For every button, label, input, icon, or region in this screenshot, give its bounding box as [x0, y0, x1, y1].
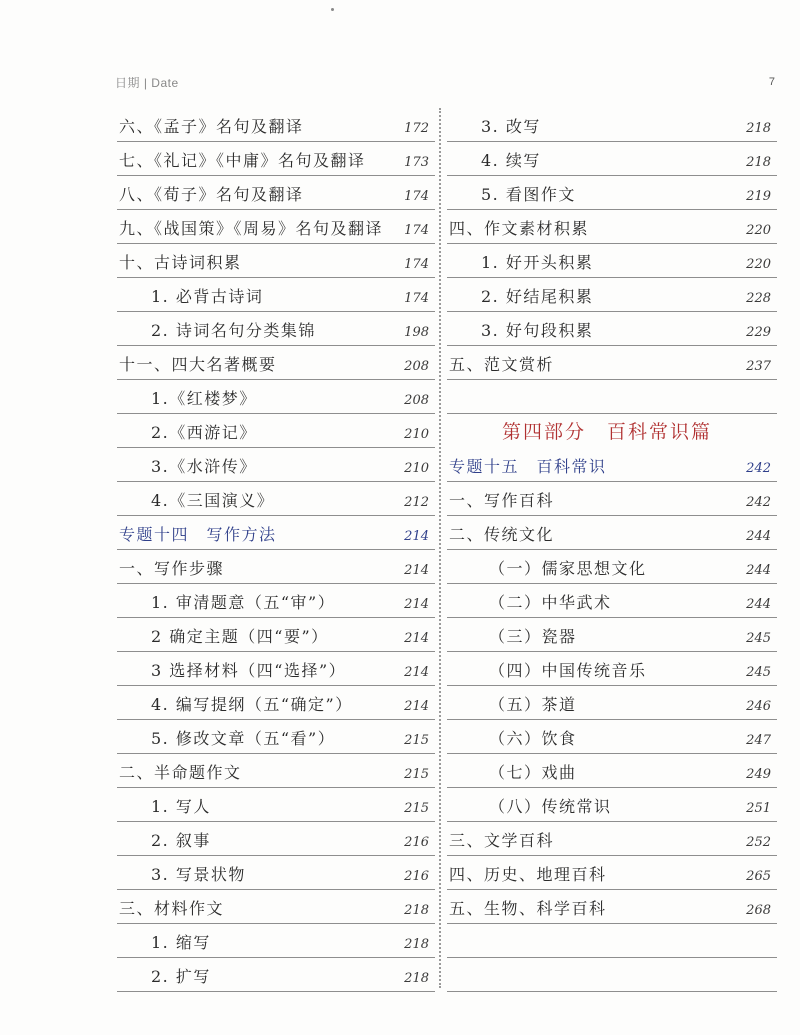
toc-entry-title: （四）中国传统音乐 [489, 661, 647, 680]
toc-entry [447, 244, 777, 278]
section-heading [447, 414, 777, 448]
toc-entry [447, 584, 777, 618]
column-divider [439, 108, 441, 988]
toc-entry [117, 720, 435, 754]
toc-entry-title: 3. 写景状物 [151, 865, 246, 884]
toc-entry-page: 198 [404, 325, 429, 340]
toc-entry-title: 5. 修改文章（五“看”） [151, 729, 336, 748]
toc-entry-page: 174 [404, 257, 429, 272]
toc-entry-page: 214 [404, 563, 429, 578]
toc-entry-title: 九、《战国策》《周易》名句及翻译 [119, 219, 384, 238]
page-header [115, 74, 775, 92]
toc-entry-page: 245 [746, 665, 771, 680]
toc-entry [117, 278, 435, 312]
toc-entry-page: 210 [404, 427, 429, 442]
toc-entry [447, 346, 777, 380]
toc-entry-page: 247 [746, 733, 771, 748]
toc-entry-page: 212 [404, 495, 429, 510]
toc-entry [117, 312, 435, 346]
toc-entry-page: 237 [746, 359, 771, 374]
toc-right-column [447, 108, 777, 992]
toc-entry-title: 一、写作百科 [449, 491, 555, 510]
toc-entry [447, 788, 777, 822]
toc-entry [447, 482, 777, 516]
toc-entry [447, 516, 777, 550]
toc-entry [117, 890, 435, 924]
toc-entry-title: 二、半命题作文 [119, 763, 242, 782]
toc-entry-title: 3.《水浒传》 [151, 457, 257, 476]
toc-entry-page: 214 [404, 665, 429, 680]
toc-entry-page: 216 [404, 869, 429, 884]
toc-entry-title: 六、《孟子》名句及翻译 [119, 117, 304, 136]
toc-entry-title: （六）饮食 [489, 729, 577, 748]
date-label: 日期 | Date [115, 76, 179, 90]
toc-entry-page: 219 [746, 189, 771, 204]
toc-entry-title: 2 确定主题（四“要”） [151, 627, 329, 646]
toc-entry-title: （三）瓷器 [489, 627, 577, 646]
toc-entry-title: 5. 看图作文 [481, 185, 576, 204]
toc-entry-title: （八）传统常识 [489, 797, 612, 816]
toc-entry-page: 174 [404, 291, 429, 306]
toc-entry [117, 652, 435, 686]
toc-entry-title: 2. 叙事 [151, 831, 211, 850]
toc-entry-page: 214 [404, 699, 429, 714]
toc-entry [117, 924, 435, 958]
toc-entry-title: 专题十四 写作方法 [119, 525, 277, 544]
toc-entry-page: 218 [404, 937, 429, 952]
toc-entry [117, 516, 435, 550]
toc-entry [447, 856, 777, 890]
toc-entry [117, 176, 435, 210]
toc-entry [117, 346, 435, 380]
toc-entry-page: 208 [404, 359, 429, 374]
toc-entry-title: 1. 好开头积累 [481, 253, 594, 272]
toc-entry [447, 448, 777, 482]
toc-entry-title: 2. 好结尾积累 [481, 287, 594, 306]
toc-entry-title: 专题十五 百科常识 [449, 457, 607, 476]
toc-entry-title: 一、写作步骤 [119, 559, 225, 578]
toc-entry-title: 3 选择材料（四“选择”） [151, 661, 347, 680]
toc-entry [117, 856, 435, 890]
toc-entry [117, 584, 435, 618]
toc-entry-page: 218 [746, 121, 771, 136]
toc-entry-page: 215 [404, 801, 429, 816]
toc-entry [447, 142, 777, 176]
toc-entry [117, 380, 435, 414]
toc-entry-page: 215 [404, 767, 429, 782]
toc-entry-page: 220 [746, 223, 771, 238]
toc-entry-page: 174 [404, 189, 429, 204]
toc-entry-page: 249 [746, 767, 771, 782]
toc-entry-title: 七、《礼记》《中庸》名句及翻译 [119, 151, 366, 170]
toc-entry [117, 550, 435, 584]
toc-entry [447, 754, 777, 788]
toc-entry [117, 754, 435, 788]
toc-entry-page: 173 [404, 155, 429, 170]
toc-entry-page: 245 [746, 631, 771, 646]
blank-line [447, 380, 777, 414]
toc-entry-title: 1. 缩写 [151, 933, 211, 952]
toc-entry [447, 822, 777, 856]
toc-entry-title: （二）中华武术 [489, 593, 612, 612]
toc-entry-title: （七）戏曲 [489, 763, 577, 782]
toc-entry-page: 252 [746, 835, 771, 850]
toc-entry-title: 二、传统文化 [449, 525, 555, 544]
toc-entry [117, 108, 435, 142]
toc-entry-page: 210 [404, 461, 429, 476]
toc-entry-page: 251 [746, 801, 771, 816]
toc-entry-page: 214 [404, 631, 429, 646]
toc-entry-page: 218 [746, 155, 771, 170]
toc-entry-title: 五、范文赏析 [449, 355, 555, 374]
toc-entry-title: 4. 续写 [481, 151, 541, 170]
toc-entry-page: 246 [746, 699, 771, 714]
toc-entry-page: 244 [746, 563, 771, 578]
toc-entry-title: 2.《西游记》 [151, 423, 257, 442]
toc-entry-title: 4. 编写提纲（五“确定”） [151, 695, 353, 714]
toc-entry-page: 268 [746, 903, 771, 918]
toc-entry-title: 4.《三国演义》 [151, 491, 275, 510]
toc-entry-page: 229 [746, 325, 771, 340]
section-title: 第四部分 百科常识篇 [502, 421, 713, 443]
page-number: 7 [768, 76, 775, 88]
toc-entry-page: 216 [404, 835, 429, 850]
toc-entry [117, 142, 435, 176]
toc-entry-title: （五）茶道 [489, 695, 577, 714]
toc-entry-page: 265 [746, 869, 771, 884]
toc-entry [447, 686, 777, 720]
toc-entry [447, 652, 777, 686]
toc-entry-title: 五、生物、科学百科 [449, 899, 607, 918]
toc-entry-title: 八、《荀子》名句及翻译 [119, 185, 304, 204]
toc-entry-page: 244 [746, 529, 771, 544]
toc-entry-page: 220 [746, 257, 771, 272]
toc-entry-page: 218 [404, 903, 429, 918]
toc-left-column [117, 108, 435, 992]
toc-entry-page: 242 [746, 495, 771, 510]
toc-entry-title: 1. 写人 [151, 797, 211, 816]
toc-entry-title: 三、文学百科 [449, 831, 555, 850]
toc-entry-title: 2. 诗词名句分类集锦 [151, 321, 316, 340]
toc-entry-title: 四、作文素材积累 [449, 219, 590, 238]
toc-entry [117, 788, 435, 822]
toc-entry-title: 1. 必背古诗词 [151, 287, 264, 306]
toc-entry [447, 176, 777, 210]
toc-entry-title: 3. 改写 [481, 117, 541, 136]
toc-entry-title: 十一、四大名著概要 [119, 355, 277, 374]
toc-entry-page: 244 [746, 597, 771, 612]
toc-entry [447, 720, 777, 754]
toc-entry [117, 958, 435, 992]
toc-entry [117, 686, 435, 720]
toc-entry-title: 四、历史、地理百科 [449, 865, 607, 884]
toc-entry-page: 242 [746, 461, 771, 476]
toc-entry [117, 414, 435, 448]
toc-entry-page: 214 [404, 597, 429, 612]
toc-entry-title: 1.《红楼梦》 [151, 389, 257, 408]
blank-line [447, 924, 777, 958]
paper-speck [331, 8, 334, 11]
toc-entry-page: 208 [404, 393, 429, 408]
toc-entry [117, 210, 435, 244]
toc-entry [447, 890, 777, 924]
toc-entry-title: 2. 扩写 [151, 967, 211, 986]
toc-entry [447, 108, 777, 142]
toc-entry-title: 三、材料作文 [119, 899, 225, 918]
toc-entry [447, 210, 777, 244]
toc-entry [117, 448, 435, 482]
toc-entry [117, 482, 435, 516]
toc-entry-page: 228 [746, 291, 771, 306]
toc-entry [447, 618, 777, 652]
toc-entry-page: 174 [404, 223, 429, 238]
toc-entry [117, 244, 435, 278]
toc-entry [117, 618, 435, 652]
toc-entry-title: （一）儒家思想文化 [489, 559, 647, 578]
toc-entry-page: 218 [404, 971, 429, 986]
blank-line [447, 958, 777, 992]
toc-entry-page: 215 [404, 733, 429, 748]
toc-entry-page: 172 [404, 121, 429, 136]
toc-entry [447, 312, 777, 346]
toc-entry-page: 214 [404, 529, 429, 544]
toc-entry-title: 1. 审清题意（五“审”） [151, 593, 336, 612]
toc-entry-title: 3. 好句段积累 [481, 321, 594, 340]
toc-entry-title: 十、古诗词积累 [119, 253, 242, 272]
toc-entry [447, 278, 777, 312]
toc-entry [117, 822, 435, 856]
toc-entry [447, 550, 777, 584]
